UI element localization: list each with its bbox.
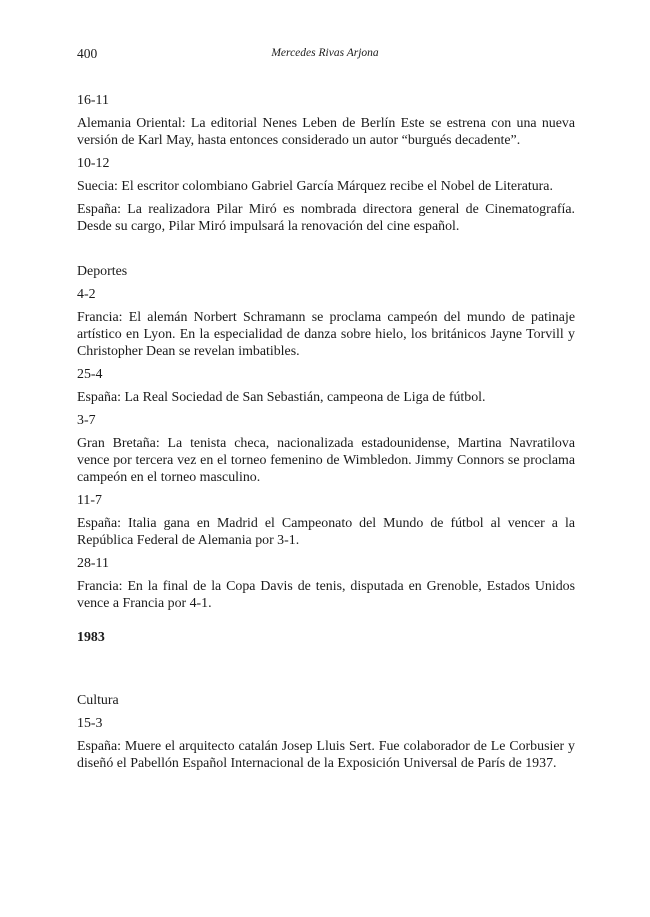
entry-date: 16-11 bbox=[77, 93, 109, 108]
entry-text: España: La realizadora Pilar Miró es nombrada directora general de Cinematografía. Desde su cargo, Pilar Miró impulsará la renovación del cine español. bbox=[77, 202, 575, 234]
entry-date: 4-2 bbox=[77, 287, 96, 302]
section-title-cultura: Cultura bbox=[77, 693, 119, 708]
page-header bbox=[77, 46, 573, 64]
section-title-deportes: Deportes bbox=[77, 264, 128, 279]
entry-text: Suecia: El escritor colombiano Gabriel García Márquez recibe el Nobel de Literatura. bbox=[77, 179, 553, 194]
entry-text: España: Muere el arquitecto catalán Josep Lluis Sert. Fue colaborador de Le Corbusier y diseñó el Pabellón Español Internacional de la Exposición Universal de París de 1937. bbox=[77, 739, 575, 771]
entry-text: Gran Bretaña: La tenista checa, nacionalizada estadounidense, Martina Navratilova vence por tercera vez en el torneo femenino de Wimbledon. Jimmy Connors se proclama campeón en el torneo masculino. bbox=[77, 436, 575, 485]
running-head: Mercedes Rivas Arjona bbox=[271, 47, 379, 59]
entry-date: 15-3 bbox=[77, 716, 103, 731]
entry-date: 10-12 bbox=[77, 156, 110, 171]
entry-text: Francia: En la final de la Copa Davis de tenis, disputada en Grenoble, Estados Unidos vence a Francia por 4-1. bbox=[77, 579, 575, 611]
entry-date: 3-7 bbox=[77, 413, 96, 428]
entry-text: España: La Real Sociedad de San Sebastián, campeona de Liga de fútbol. bbox=[77, 390, 486, 405]
entry-text: Alemania Oriental: La editorial Nenes Leben de Berlín Este se estrena con una nueva versión de Karl May, hasta entonces considerado un autor “burgués decadente”. bbox=[77, 116, 575, 148]
page-body bbox=[77, 92, 575, 778]
year-heading: 1983 bbox=[77, 630, 105, 645]
entry-date: 11-7 bbox=[77, 493, 102, 508]
entry-text: Francia: El alemán Norbert Schramann se proclama campeón del mundo de patinaje artístico en Lyon. En la especialidad de danza sobre hielo, los británicos Jayne Torvill y Christopher Dean se revelan imbatibles. bbox=[77, 310, 575, 359]
entry-text: España: Italia gana en Madrid el Campeonato del Mundo de fútbol al vencer a la República Federal de Alemania por 3-1. bbox=[77, 516, 575, 548]
page-number: 400 bbox=[77, 46, 98, 61]
entry-date: 28-11 bbox=[77, 556, 109, 571]
entry-date: 25-4 bbox=[77, 367, 103, 382]
